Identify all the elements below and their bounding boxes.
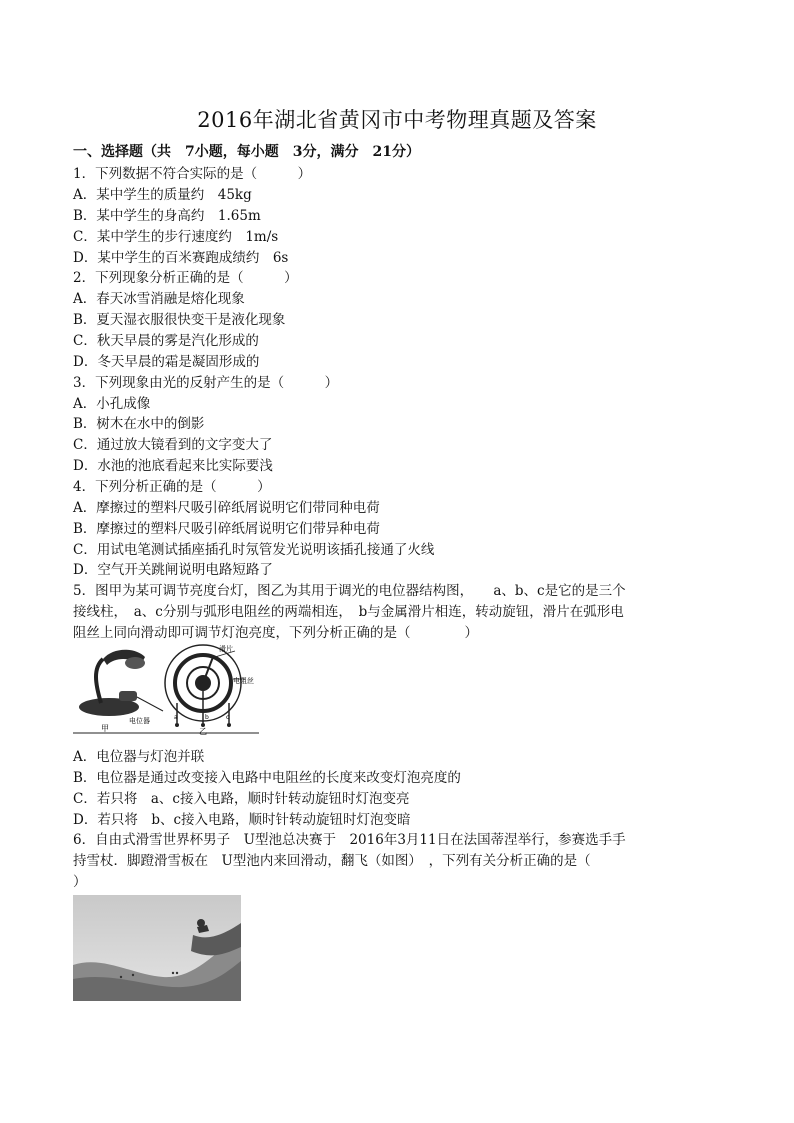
label-b: b bbox=[205, 714, 209, 721]
option-line: B．摩擦过的塑料尺吸引碎纸屑说明它们带异种电荷 bbox=[73, 521, 380, 537]
option-line: A．春天冰雪消融是熔化现象 bbox=[73, 291, 245, 307]
halfpipe-photo bbox=[73, 895, 241, 1001]
option-line: C．通过放大镜看到的文字变大了 bbox=[73, 437, 273, 453]
lamp-potentiometer-figure bbox=[73, 643, 259, 735]
option-line: B．电位器是通过改变接入电路中电阻丝的长度来改变灯泡亮度的 bbox=[73, 770, 461, 786]
question-line: 5．图甲为某可调节亮度台灯，图乙为其用于调光的电位器结构图， a、b、c是它的是三个 bbox=[73, 583, 626, 599]
option-line: C．若只将 a、c接入电路，顺时针转动旋钮时灯泡变亮 bbox=[73, 791, 410, 807]
question-line: 阻丝上同向滑动即可调节灯泡亮度，下列分析正确的是（ ） bbox=[73, 625, 478, 641]
question-line: ） bbox=[73, 874, 87, 890]
label-dianweiqi: 电位器 bbox=[129, 717, 150, 725]
option-line: C．某中学生的步行速度约 1m/s bbox=[73, 229, 279, 245]
label-huapian: 滑片 bbox=[219, 645, 233, 653]
option-line: A．某中学生的质量约 45kg bbox=[73, 187, 252, 203]
question-line: 3．下列现象由光的反射产生的是（ ） bbox=[73, 375, 339, 391]
section-heading: 一、选择题（共 7小题，每小题 3分，满分 21分） bbox=[73, 144, 420, 160]
option-line: A．摩擦过的塑料尺吸引碎纸屑说明它们带同种电荷 bbox=[73, 500, 380, 516]
question-line: 1．下列数据不符合实际的是（ ） bbox=[73, 166, 312, 182]
option-line: D．水池的池底看起来比实际要浅 bbox=[73, 458, 273, 474]
question-line: 6．自由式滑雪世界杯男子 U型池总决赛于 2016年3月11日在法国蒂涅举行，参赛选手手 bbox=[73, 832, 626, 848]
option-line: A．小孔成像 bbox=[73, 396, 151, 412]
question-line: 2．下列现象分析正确的是（ ） bbox=[73, 270, 298, 286]
option-line: D．若只将 b、c接入电路，顺时针转动旋钮时灯泡变暗 bbox=[73, 812, 411, 828]
question-line: 持雪杖．脚蹬滑雪板在 U型池内来回滑动，翻飞（如图） ，下列有关分析正确的是（ bbox=[73, 853, 591, 869]
page-title: 2016年湖北省黄冈市中考物理真题及答案 bbox=[197, 108, 597, 132]
option-line: C．用试电笔测试插座插孔时氖管发光说明该插孔接通了火线 bbox=[73, 542, 435, 558]
label-yi: 乙 bbox=[199, 727, 207, 735]
question-line: 接线柱， a、c分别与弧形电阻丝的两端相连， b与金属滑片相连，转动旋钮，滑片在弧形电 bbox=[73, 604, 624, 620]
question-line: 4．下列分析正确的是（ ） bbox=[73, 479, 271, 495]
label-dianzusi: 电阻丝 bbox=[233, 677, 254, 685]
label-a: a bbox=[174, 714, 178, 721]
option-line: C．秋天早晨的雾是汽化形成的 bbox=[73, 333, 259, 349]
option-line: D．空气开关跳闸说明电路短路了 bbox=[73, 562, 273, 578]
option-line: A．电位器与灯泡并联 bbox=[73, 749, 205, 765]
label-c: c bbox=[226, 714, 230, 721]
option-line: B．树木在水中的倒影 bbox=[73, 416, 205, 432]
option-line: D．冬天早晨的霜是凝固形成的 bbox=[73, 354, 260, 370]
option-line: B．某中学生的身高约 1.65m bbox=[73, 208, 261, 224]
option-line: B．夏天湿衣服很快变干是液化现象 bbox=[73, 312, 286, 328]
label-jia: 甲 bbox=[101, 724, 109, 733]
option-line: D．某中学生的百米赛跑成绩约 6s bbox=[73, 250, 289, 266]
